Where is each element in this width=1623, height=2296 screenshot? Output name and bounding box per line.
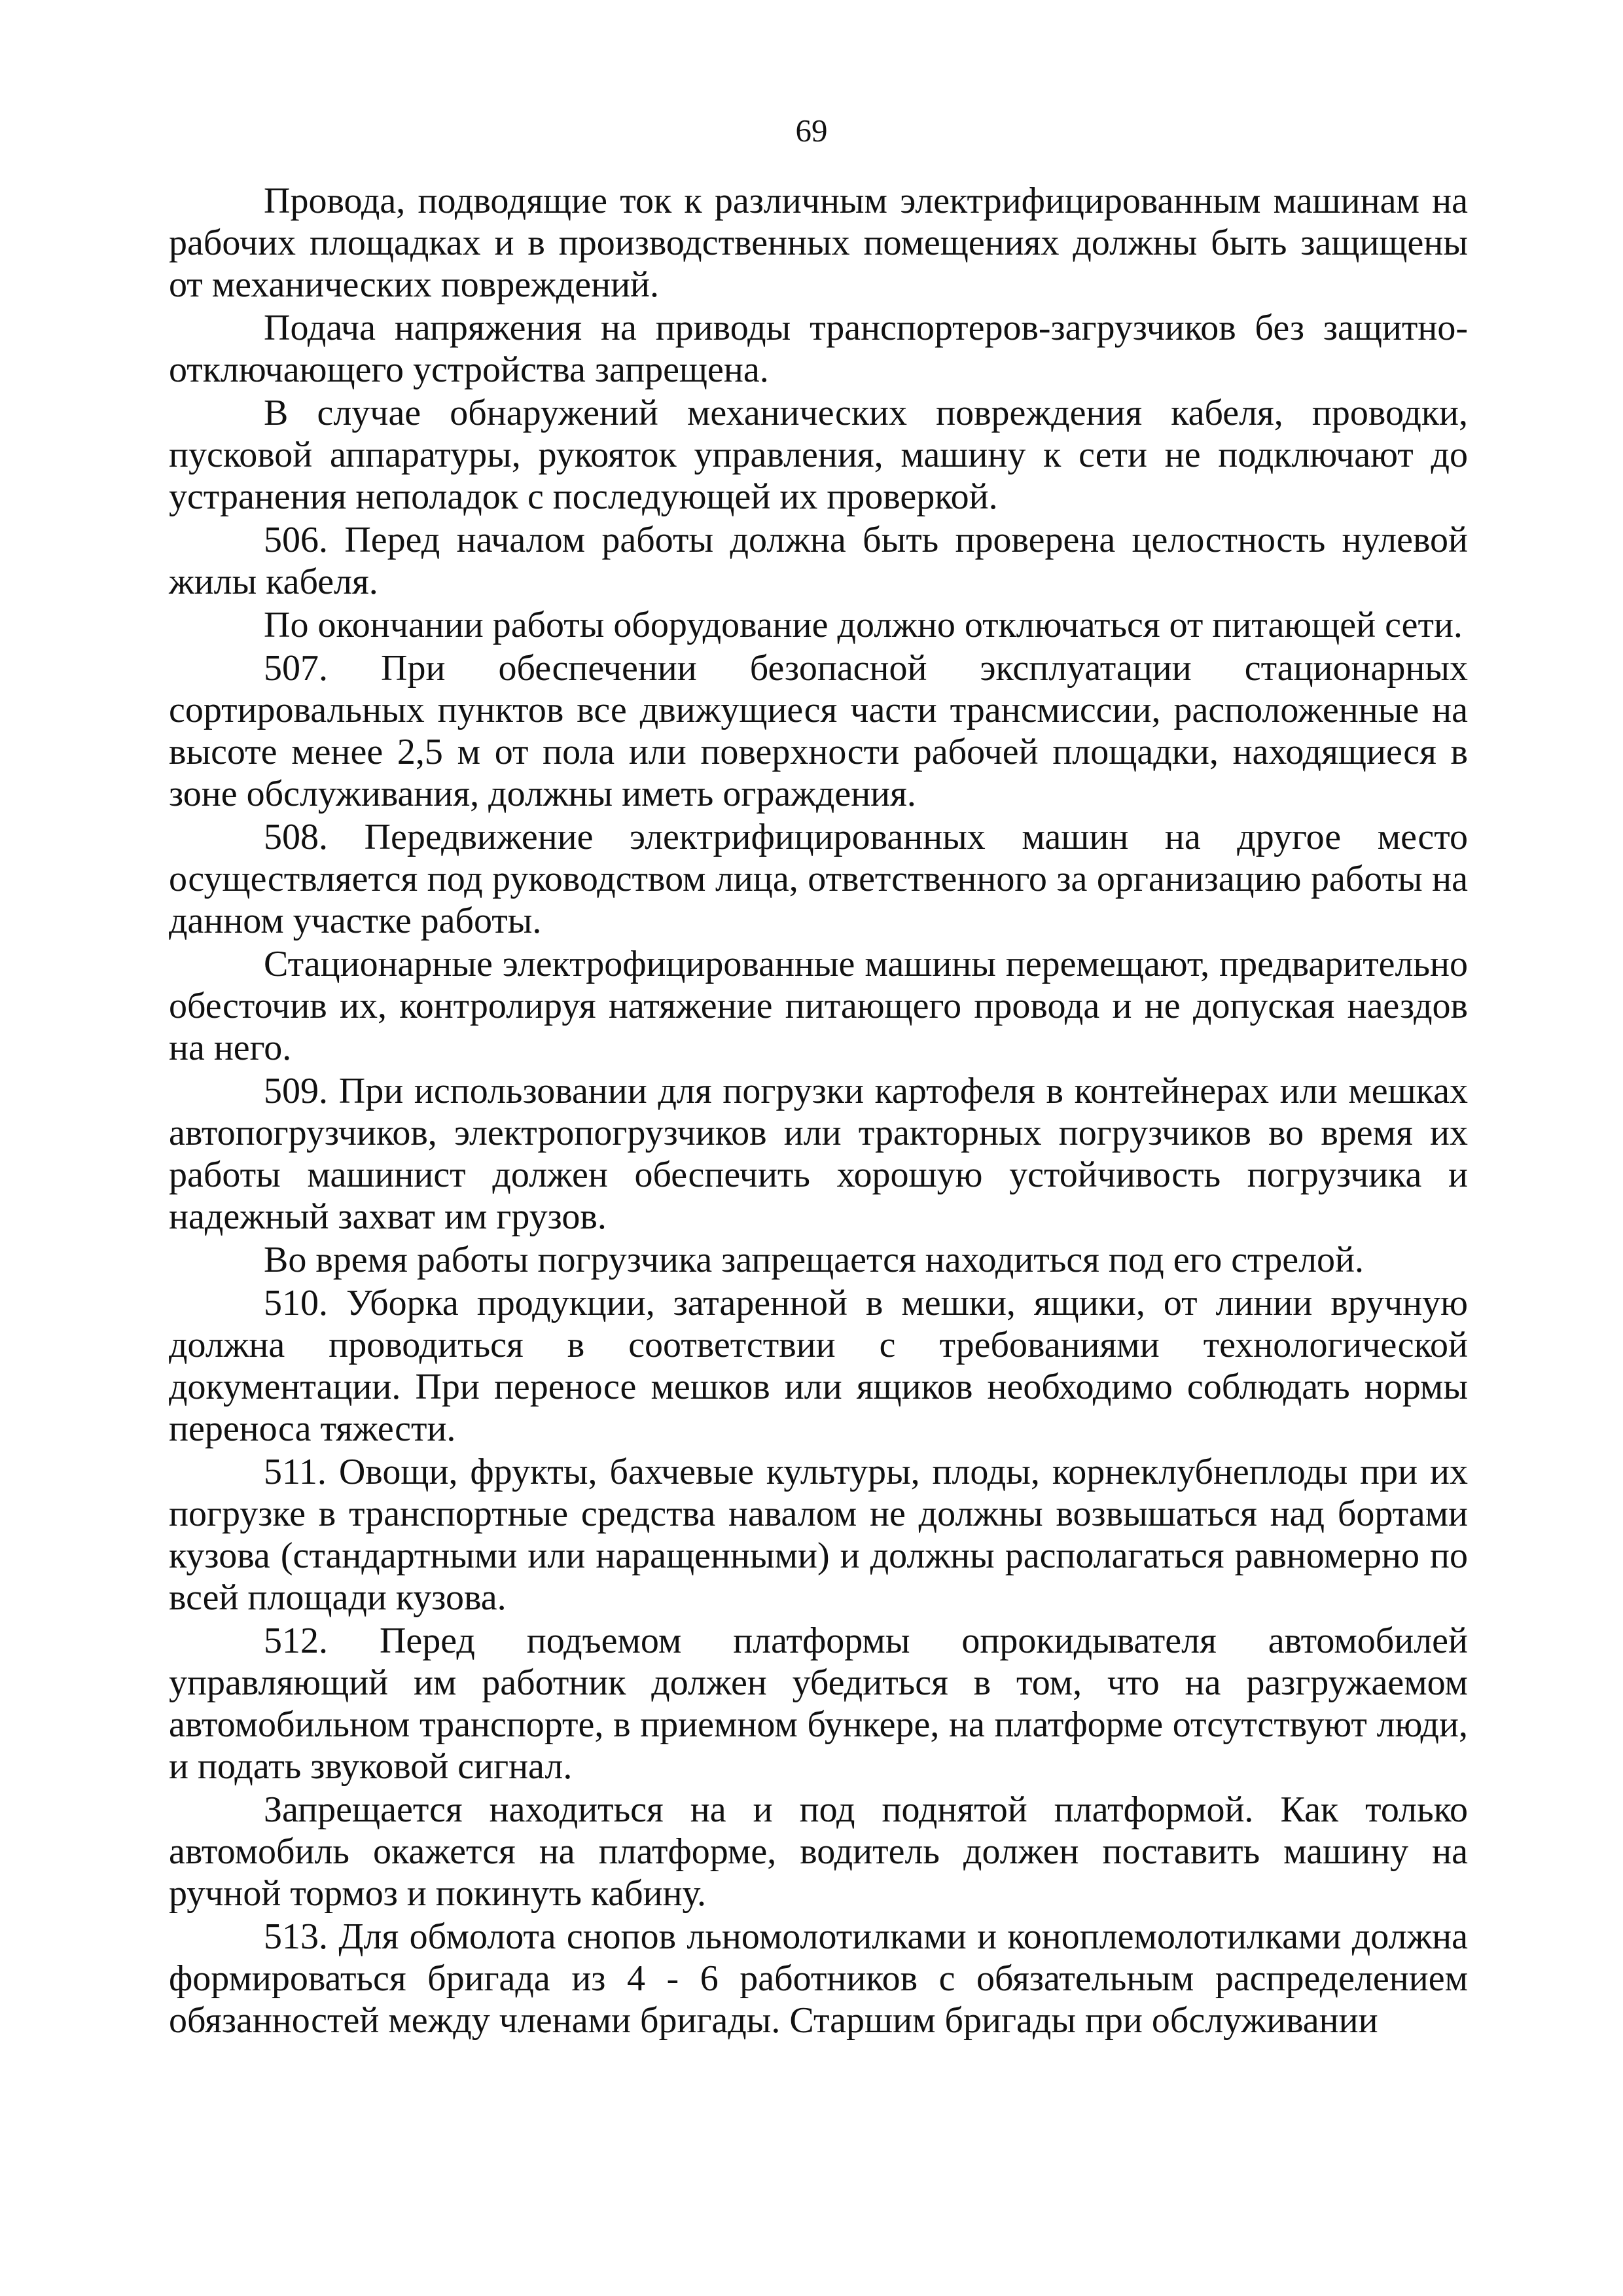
paragraph-511: 511. Овощи, фрукты, бахчевые культуры, плоды, корнеклубнеплоды при их погрузке в транспортные средства навалом не должны возвышаться над бортами кузова (стандартными или наращенными) и должны располагаться равномерно по всей площади кузова. [169,1452,1468,1618]
paragraph-1: Провода, подводящие ток к различным электрифицированным машинам на рабочих площадках и в производственных помещениях должны быть защищены от механических повреждений. [169,181,1468,305]
paragraph-510: 510. Уборка продукции, затаренной в мешки, ящики, от линии вручную должна проводиться в соответствии с требованиями технологической документации. При переносе мешков или ящиков необходимо соблюдать нормы переноса тяжести. [169,1283,1468,1449]
paragraph-509: 509. При использовании для погрузки картофеля в контейнерах или мешках автопогрузчиков, электропогрузчиков или тракторных погрузчиков во время их работы машинист должен обеспечить хорошую устойчивость погрузчика и надежный захват им грузов. [169,1071,1468,1237]
paragraph-10: Во время работы погрузчика запрещается находиться под его стрелой. [264,1240,1364,1280]
paragraph-513: 513. Для обмолота снопов льномолотилками и коноплемолотилками должна формироваться бригада из 4 - 6 работников с обязательным распределением обязанностей между членами бригады. Старшим бригады при обслуживании [169,1916,1468,2041]
paragraph-2: Подача напряжения на приводы транспортеров-загрузчиков без защитно-отключающего устройства запрещена. [169,308,1468,390]
document-body [169,180,1468,2041]
paragraph-508: 508. Передвижение электрифицированных машин на другое место осуществляется под руководством лица, ответственного за организацию работы на данном участке работы. [169,817,1468,941]
paragraph-3: В случае обнаружений механических повреждения кабеля, проводки, пусковой аппаратуры, рукояток управления, машину к сети не подключают до устранения неполадок с последующей их проверкой. [169,393,1468,517]
paragraph-507: 507. При обеспечении безопасной эксплуатации стационарных сортировальных пунктов все движущиеся части трансмиссии, расположенные на высоте менее 2,5 м от пола или поверхности рабочей площадки, находящиеся в зоне обслуживания, должны иметь ограждения. [169,648,1468,814]
paragraph-506: 506. Перед началом работы должна быть проверена целостность нулевой жилы кабеля. [169,520,1468,602]
paragraph-512: 512. Перед подъемом платформы опрокидывателя автомобилей управляющий им работник должен убедиться в том, что на разгружаемом автомобильном транспорте, в приемном бункере, на платформе отсутствуют люди, и подать звуковой сигнал. [169,1621,1468,1787]
page-number: 69 [795,113,828,149]
paragraph-8: Стационарные электрофицированные машины перемещают, предварительно обесточив их, контролируя натяжение питающего провода и не допуская наездов на него. [169,944,1468,1068]
paragraph-5: По окончании работы оборудование должно отключаться от питающей сети. [264,605,1463,645]
paragraph-14: Запрещается находиться на и под поднятой платформой. Как только автомобиль окажется на платформе, водитель должен поставить машину на ручной тормоз и покинуть кабину. [169,1789,1468,1914]
